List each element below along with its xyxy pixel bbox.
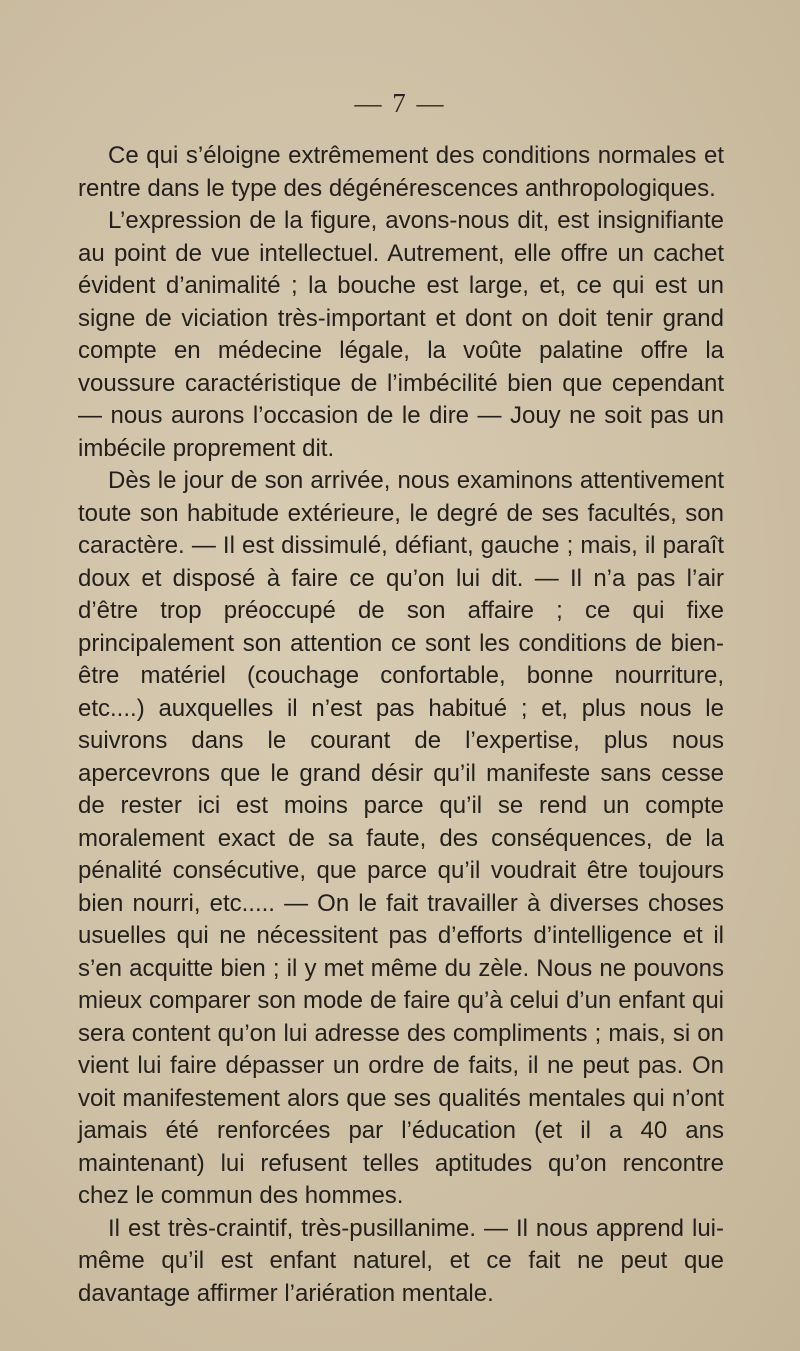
paragraph-2: L’expression de la figure, avons-nous dit, est insignifiante au point de vue intellectuel. Autrement, elle offre un cachet évident d’animalité ; la bouche est large, et, ce qui est un signe de viciation très-important et dont on doit tenir grand compte en médecine légale, la voûte palatine offre la voussure caractéristique de l’imbécilité bien que cependant — nous aurons l’occasion de le dire — Jouy ne soit pas un imbécile proprement dit.	[78, 207, 724, 462]
paragraph-4: Il est très-craintif, très-pusillanime. — Il nous apprend lui-même qu’il est enfant naturel, et ce fait ne peut que davantage affirmer l’ariération mentale.	[78, 1214, 724, 1307]
paragraph-1: Ce qui s’éloigne extrêmement des conditions normales et rentre dans le type des dégénérescences anthropologiques.	[78, 142, 724, 202]
body-text	[78, 140, 724, 1310]
page-number: — 7 —	[354, 88, 446, 118]
paragraph-3: Dès le jour de son arrivée, nous examinons attentivement toute son habitude extérieure, le degré de ses facultés, son caractère. — Il est dissimulé, défiant, gauche ; mais, il paraît doux et disposé à faire ce qu’on lui dit. — Il n’a pas l’air d’être trop préoccupé de son affaire ; ce qui fixe principalement son attention ce sont les conditions de bien-être matériel (couchage confortable, bonne nourriture, etc....) auxquelles il n’est pas habitué ; et, plus nous le suivrons dans le courant de l’expertise, plus nous apercevrons que le grand désir qu’il manifeste sans cesse de rester ici est moins parce qu’il se rend un compte moralement exact de sa faute, des conséquences, de la pénalité consécutive, que parce qu’il voudrait être toujours bien nourri, etc..... — On le fait travailler à diverses choses usuelles qui ne nécessitent pas d’efforts d’intelligence et il s’en acquitte bien ; il y met même du zèle. Nous ne pouvons mieux comparer son mode de faire qu’à celui d’un enfant qui sera content qu’on lui adresse des compliments ; mais, si on vient lui faire dépasser un ordre de faits, il ne peut pas. On voit manifestement alors que ses qualités mentales qui n’ont jamais été renforcées par l’éducation (et il a 40 ans maintenant) lui refusent telles aptitudes qu’on rencontre chez le commun des hommes.	[78, 467, 724, 1209]
